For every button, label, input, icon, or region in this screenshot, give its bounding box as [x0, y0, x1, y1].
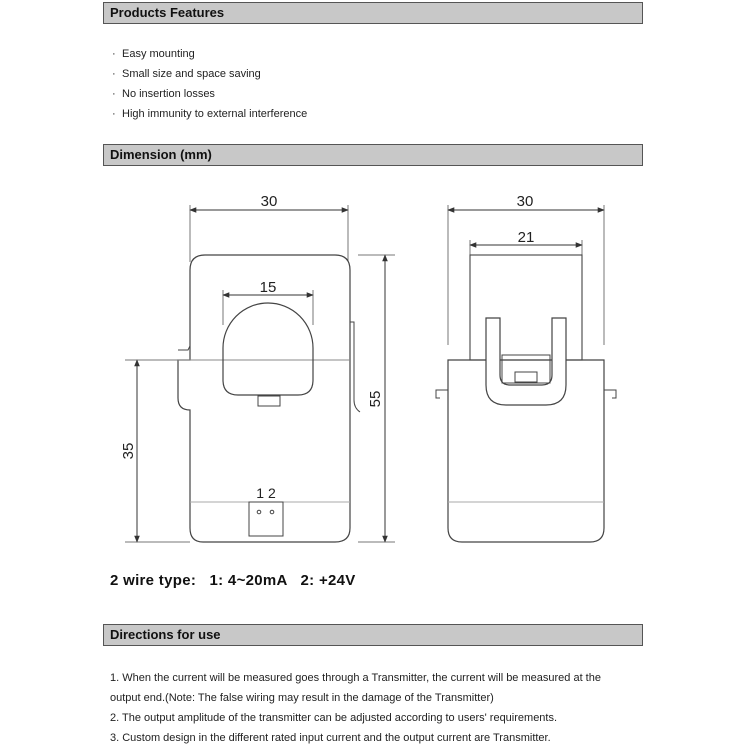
bullet-icon: ·: [112, 108, 116, 120]
opening-width-label: 15: [259, 279, 277, 296]
direction-line: 3. Custom design in the different rated input current and the output current are Transmitter.: [110, 732, 551, 744]
direction-line: 2. The output amplitude of the transmitter can be adjusted according to users' requirements.: [110, 712, 558, 724]
bullet-icon: ·: [112, 68, 116, 80]
section-header-directions: Directions for use: [103, 624, 643, 646]
side-inner-width-label: 21: [517, 229, 535, 246]
front-height-label: 55: [367, 390, 384, 408]
lower-height-label: 35: [120, 442, 137, 460]
feature-text: No insertion losses: [122, 88, 215, 100]
direction-line: 1. When the current will be measured goes through a Transmitter, the current will be measured at the: [110, 672, 601, 684]
directions-text: [110, 668, 650, 748]
wire-type-label: 2 wire type: 1: 4~20mA 2: +24V: [110, 572, 356, 589]
side-width-label: 30: [516, 193, 534, 210]
feature-text: High immunity to external interference: [122, 108, 308, 120]
direction-line: output end.(Note: The false wiring may result in the damage of the Transmitter): [110, 692, 494, 704]
bullet-icon: ·: [112, 48, 116, 60]
front-width-label: 30: [260, 193, 278, 210]
side-view: [436, 205, 616, 542]
feature-text: Small size and space saving: [122, 68, 261, 80]
terminal-labels: 1 2: [256, 485, 276, 501]
feature-text: Easy mounting: [122, 48, 195, 60]
section-header-dimension: Dimension (mm): [103, 144, 643, 166]
section-header-features: Products Features: [103, 2, 643, 24]
bullet-icon: ·: [112, 88, 116, 100]
